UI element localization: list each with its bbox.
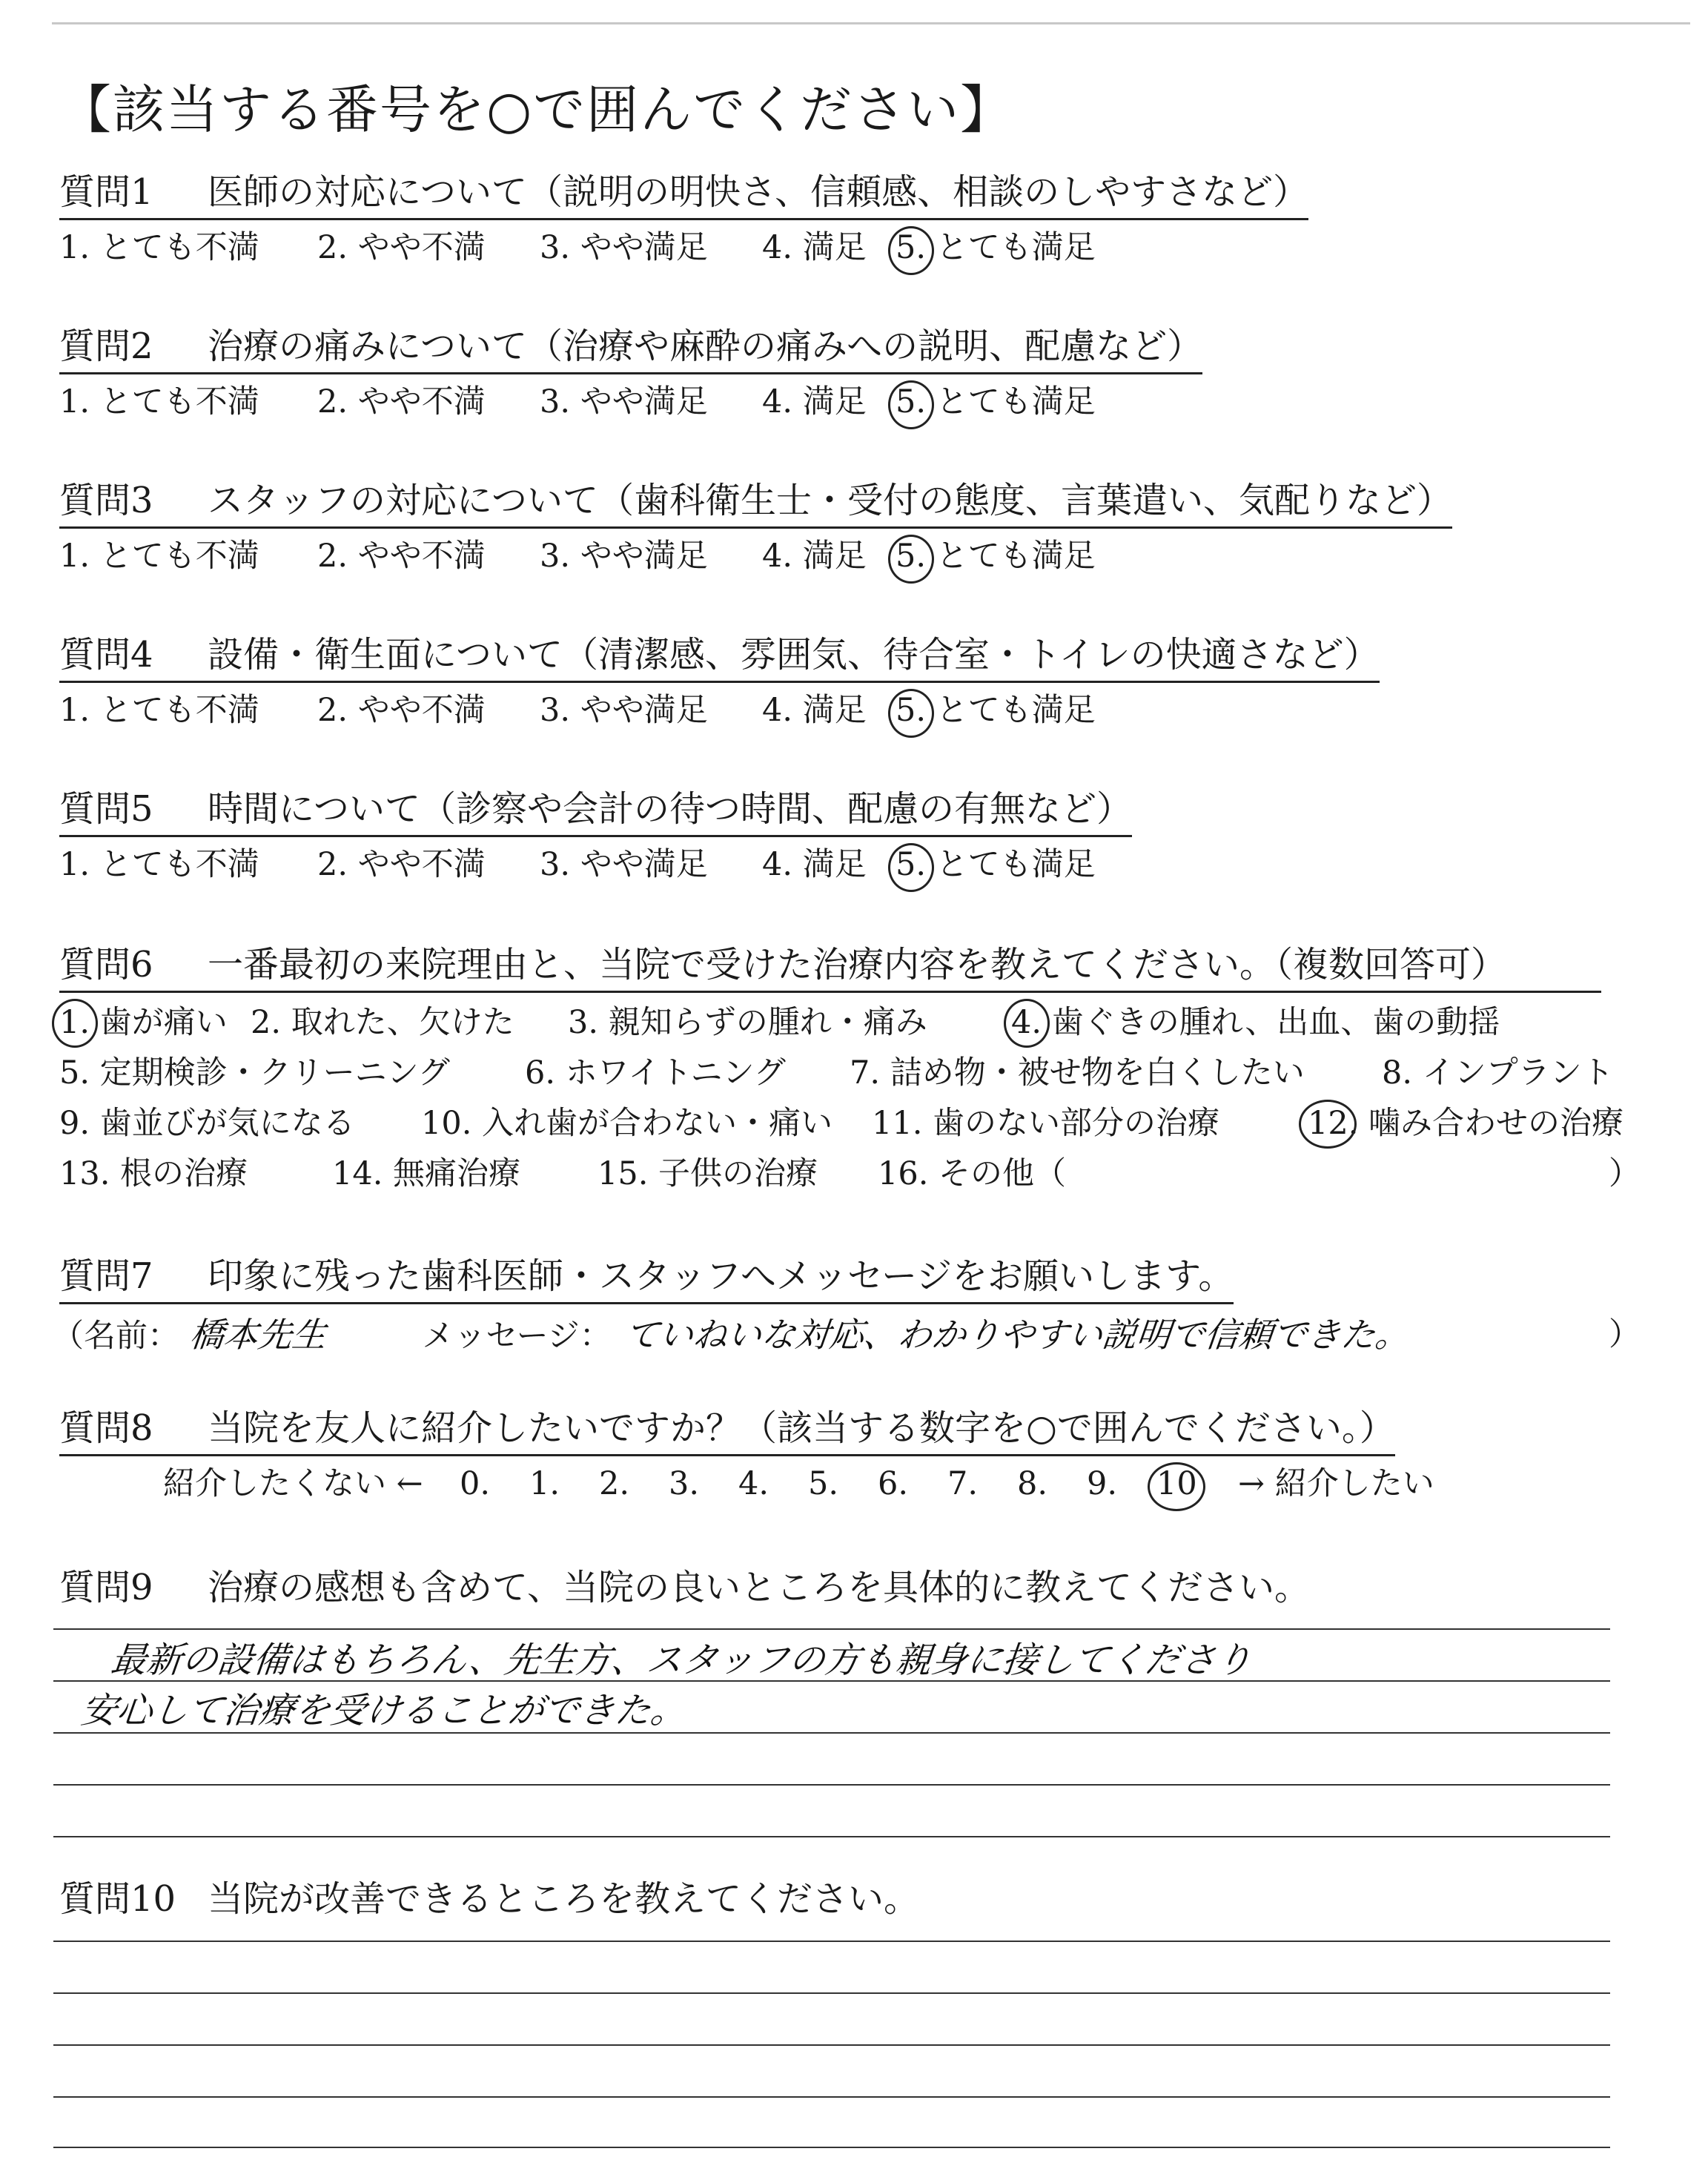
rating-options xyxy=(59,687,1653,733)
message-row xyxy=(52,1312,1653,1359)
option-5[interactable]: 5. 定期検診・クリーニング xyxy=(59,1054,450,1091)
answer-line xyxy=(53,1836,1610,1837)
scale-8[interactable]: 8. xyxy=(1017,1465,1048,1502)
option-4[interactable]: 4. 満足 xyxy=(762,846,867,883)
scale-5[interactable]: 5. xyxy=(808,1465,839,1502)
name-value[interactable]: 橋本先生 xyxy=(187,1315,328,1355)
question-1-heading xyxy=(59,169,1308,220)
option-1[interactable]: 1. とても不満 xyxy=(59,538,259,575)
question-number: 質問9 xyxy=(59,1567,153,1608)
rating-options xyxy=(59,225,1653,271)
scale-10-circled[interactable]: 10 xyxy=(1156,1461,1238,1507)
question-number: 質問2 xyxy=(59,326,153,367)
question-number: 質問4 xyxy=(59,634,153,676)
question-text: 医師の対応について（説明の明快さ、信頼感、相談のしやすさなど） xyxy=(208,171,1309,213)
option-4[interactable]: 4. 満足 xyxy=(762,383,867,420)
close-paren: ） xyxy=(1609,1316,1641,1353)
option-7[interactable]: 7. 詰め物・被せ物を白くしたい xyxy=(850,1054,1305,1091)
question-8-heading xyxy=(59,1405,1395,1456)
question-3-heading xyxy=(59,478,1452,529)
question-8 xyxy=(59,1405,1653,1507)
scale-left-label: 紹介したくない ← xyxy=(163,1465,423,1502)
question-number: 質問10 xyxy=(59,1878,176,1920)
answer-line xyxy=(53,1992,1610,1994)
option-13[interactable]: 13. 根の治療 xyxy=(59,1155,248,1192)
question-5 xyxy=(59,786,1653,888)
options-row xyxy=(59,1098,1653,1149)
question-text: 当院を友人に紹介したいですか？（該当する数字を○で囲んでください。） xyxy=(208,1407,1395,1449)
question-6-heading xyxy=(59,942,1601,993)
option-1[interactable]: 1. とても不満 xyxy=(59,846,259,883)
question-number: 質問5 xyxy=(59,788,153,830)
option-3[interactable]: 3. やや満足 xyxy=(540,692,708,729)
question-3 xyxy=(59,478,1653,579)
answer-line xyxy=(53,1941,1610,1942)
option-8[interactable]: 8. インプラント xyxy=(1382,1054,1614,1091)
option-3[interactable]: 3. やや満足 xyxy=(540,383,708,420)
question-5-heading xyxy=(59,786,1132,837)
option-14[interactable]: 14. 無痛治療 xyxy=(332,1155,521,1192)
name-label: （名前： xyxy=(52,1318,179,1355)
option-15[interactable]: 15. 子供の治療 xyxy=(598,1155,818,1192)
answer-text-line-1[interactable]: 最新の設備はもちろん、先生方、スタッフの方も親身に接してくださり xyxy=(108,1639,1254,1681)
scale-right-label: → 紹介したい xyxy=(1238,1465,1434,1502)
question-number: 質問6 xyxy=(59,944,153,985)
question-number: 質問3 xyxy=(59,480,153,521)
option-4[interactable]: 4. 満足 xyxy=(762,538,867,575)
question-9-heading xyxy=(59,1565,1653,1614)
answer-line xyxy=(53,2044,1610,2046)
option-3[interactable]: 3. やや満足 xyxy=(540,229,708,266)
question-10-heading xyxy=(59,1876,1653,1925)
option-2[interactable]: 2. やや不満 xyxy=(317,846,486,883)
options-row xyxy=(59,997,1653,1048)
option-12-circled[interactable]: 12. 噛み合わせの治療 xyxy=(1308,1098,1623,1149)
close-paren: ） xyxy=(1609,1155,1641,1192)
option-1-circled[interactable]: 1. 歯が痛い xyxy=(59,997,237,1048)
option-3[interactable]: 3. 親知らずの腫れ・痛み xyxy=(568,1004,927,1041)
question-number: 質問1 xyxy=(59,171,153,213)
option-2[interactable]: 2. やや不満 xyxy=(317,692,486,729)
option-6[interactable]: 6. ホワイトニング xyxy=(525,1054,786,1091)
rating-options xyxy=(59,842,1653,888)
scale-1[interactable]: 1. xyxy=(529,1465,560,1502)
question-7-heading xyxy=(59,1253,1234,1304)
option-10[interactable]: 10. 入れ歯が合わない・痛い xyxy=(421,1105,833,1142)
option-1[interactable]: 1. とても不満 xyxy=(59,383,259,420)
option-16[interactable]: 16. その他（ xyxy=(878,1155,1067,1192)
options-row xyxy=(59,1149,1653,1199)
question-text: 設備・衛生面について（清潔感、雰囲気、待合室・トイレの快適さなど） xyxy=(208,634,1380,676)
question-7 xyxy=(52,1253,1653,1359)
option-11[interactable]: 11. 歯のない部分の治療 xyxy=(872,1105,1220,1142)
scale-6[interactable]: 6. xyxy=(878,1465,909,1502)
rating-options xyxy=(59,533,1653,579)
option-1[interactable]: 1. とても不満 xyxy=(59,692,259,729)
answer-line xyxy=(53,1784,1610,1786)
scale-2[interactable]: 2. xyxy=(599,1465,630,1502)
message-value[interactable]: ていねいな対応、わかりやすい説明で信頼できた。 xyxy=(623,1315,1411,1355)
question-text: 治療の痛みについて（治療や麻酔の痛みへの説明、配慮など） xyxy=(208,326,1203,367)
question-10 xyxy=(59,1876,1653,1925)
question-text: 治療の感想も含めて、当院の良いところを具体的に教えてください。 xyxy=(208,1567,1311,1608)
scale-7[interactable]: 7. xyxy=(947,1465,979,1502)
scale-0[interactable]: 0. xyxy=(460,1465,491,1502)
option-3[interactable]: 3. やや満足 xyxy=(540,846,708,883)
option-9[interactable]: 9. 歯並びが気になる xyxy=(59,1105,355,1142)
option-5-circled[interactable]: 5. とても満足 xyxy=(896,225,1096,271)
message-label: メッセージ： xyxy=(422,1318,612,1355)
recommend-scale xyxy=(59,1461,1653,1507)
question-text: 当院が改善できるところを教えてください。 xyxy=(208,1878,920,1920)
option-5-circled[interactable]: 5. とても満足 xyxy=(896,533,1096,579)
option-2[interactable]: 2. やや不満 xyxy=(317,538,486,575)
question-text: スタッフの対応について（歯科衛生士・受付の態度、言葉遣い、気配りなど） xyxy=(208,480,1453,521)
question-number: 質問7 xyxy=(59,1255,153,1297)
page-title: 【該当する番号を○で囲んでください】 xyxy=(59,79,1014,140)
option-2[interactable]: 2. 取れた、欠けた xyxy=(251,1004,514,1041)
option-4[interactable]: 4. 満足 xyxy=(762,229,867,266)
answer-text-line-2[interactable]: 安心して治療を受けることができた。 xyxy=(79,1690,689,1731)
question-2-heading xyxy=(59,323,1202,374)
question-1 xyxy=(59,169,1653,271)
scale-3[interactable]: 3. xyxy=(669,1465,700,1502)
question-number: 質問8 xyxy=(59,1407,153,1449)
option-4-circled[interactable]: 4. 歯ぐきの腫れ、出血、歯の動揺 xyxy=(1011,997,1500,1048)
question-6 xyxy=(59,942,1653,1199)
scale-9[interactable]: 9. xyxy=(1087,1465,1118,1502)
answer-line xyxy=(53,2096,1610,2098)
option-5-circled[interactable]: 5. とても満足 xyxy=(896,379,1096,425)
question-4-heading xyxy=(59,632,1380,683)
question-4 xyxy=(59,632,1653,733)
question-text: 一番最初の来院理由と、当院で受けた治療内容を教えてください。（複数回答可） xyxy=(208,944,1507,985)
question-2 xyxy=(59,323,1653,425)
option-5-circled[interactable]: 5. とても満足 xyxy=(896,842,1096,888)
question-text: 印象に残った歯科医師・スタッフへメッセージをお願いします。 xyxy=(208,1255,1234,1297)
option-4[interactable]: 4. 満足 xyxy=(762,692,867,729)
option-3[interactable]: 3. やや満足 xyxy=(540,538,708,575)
treatment-options xyxy=(59,997,1653,1199)
option-2[interactable]: 2. やや不満 xyxy=(317,229,486,266)
options-row xyxy=(59,1048,1653,1098)
option-5-circled[interactable]: 5. とても満足 xyxy=(896,687,1096,733)
answer-line xyxy=(53,2147,1610,2148)
question-9 xyxy=(59,1565,1653,1614)
question-text: 時間について（診察や会計の待つ時間、配慮の有無など） xyxy=(208,788,1133,830)
option-1[interactable]: 1. とても不満 xyxy=(59,229,259,266)
top-rule xyxy=(52,22,1690,24)
scale-4[interactable]: 4. xyxy=(738,1465,769,1502)
rating-options xyxy=(59,379,1653,425)
option-2[interactable]: 2. やや不満 xyxy=(317,383,486,420)
answer-line xyxy=(53,1628,1610,1630)
